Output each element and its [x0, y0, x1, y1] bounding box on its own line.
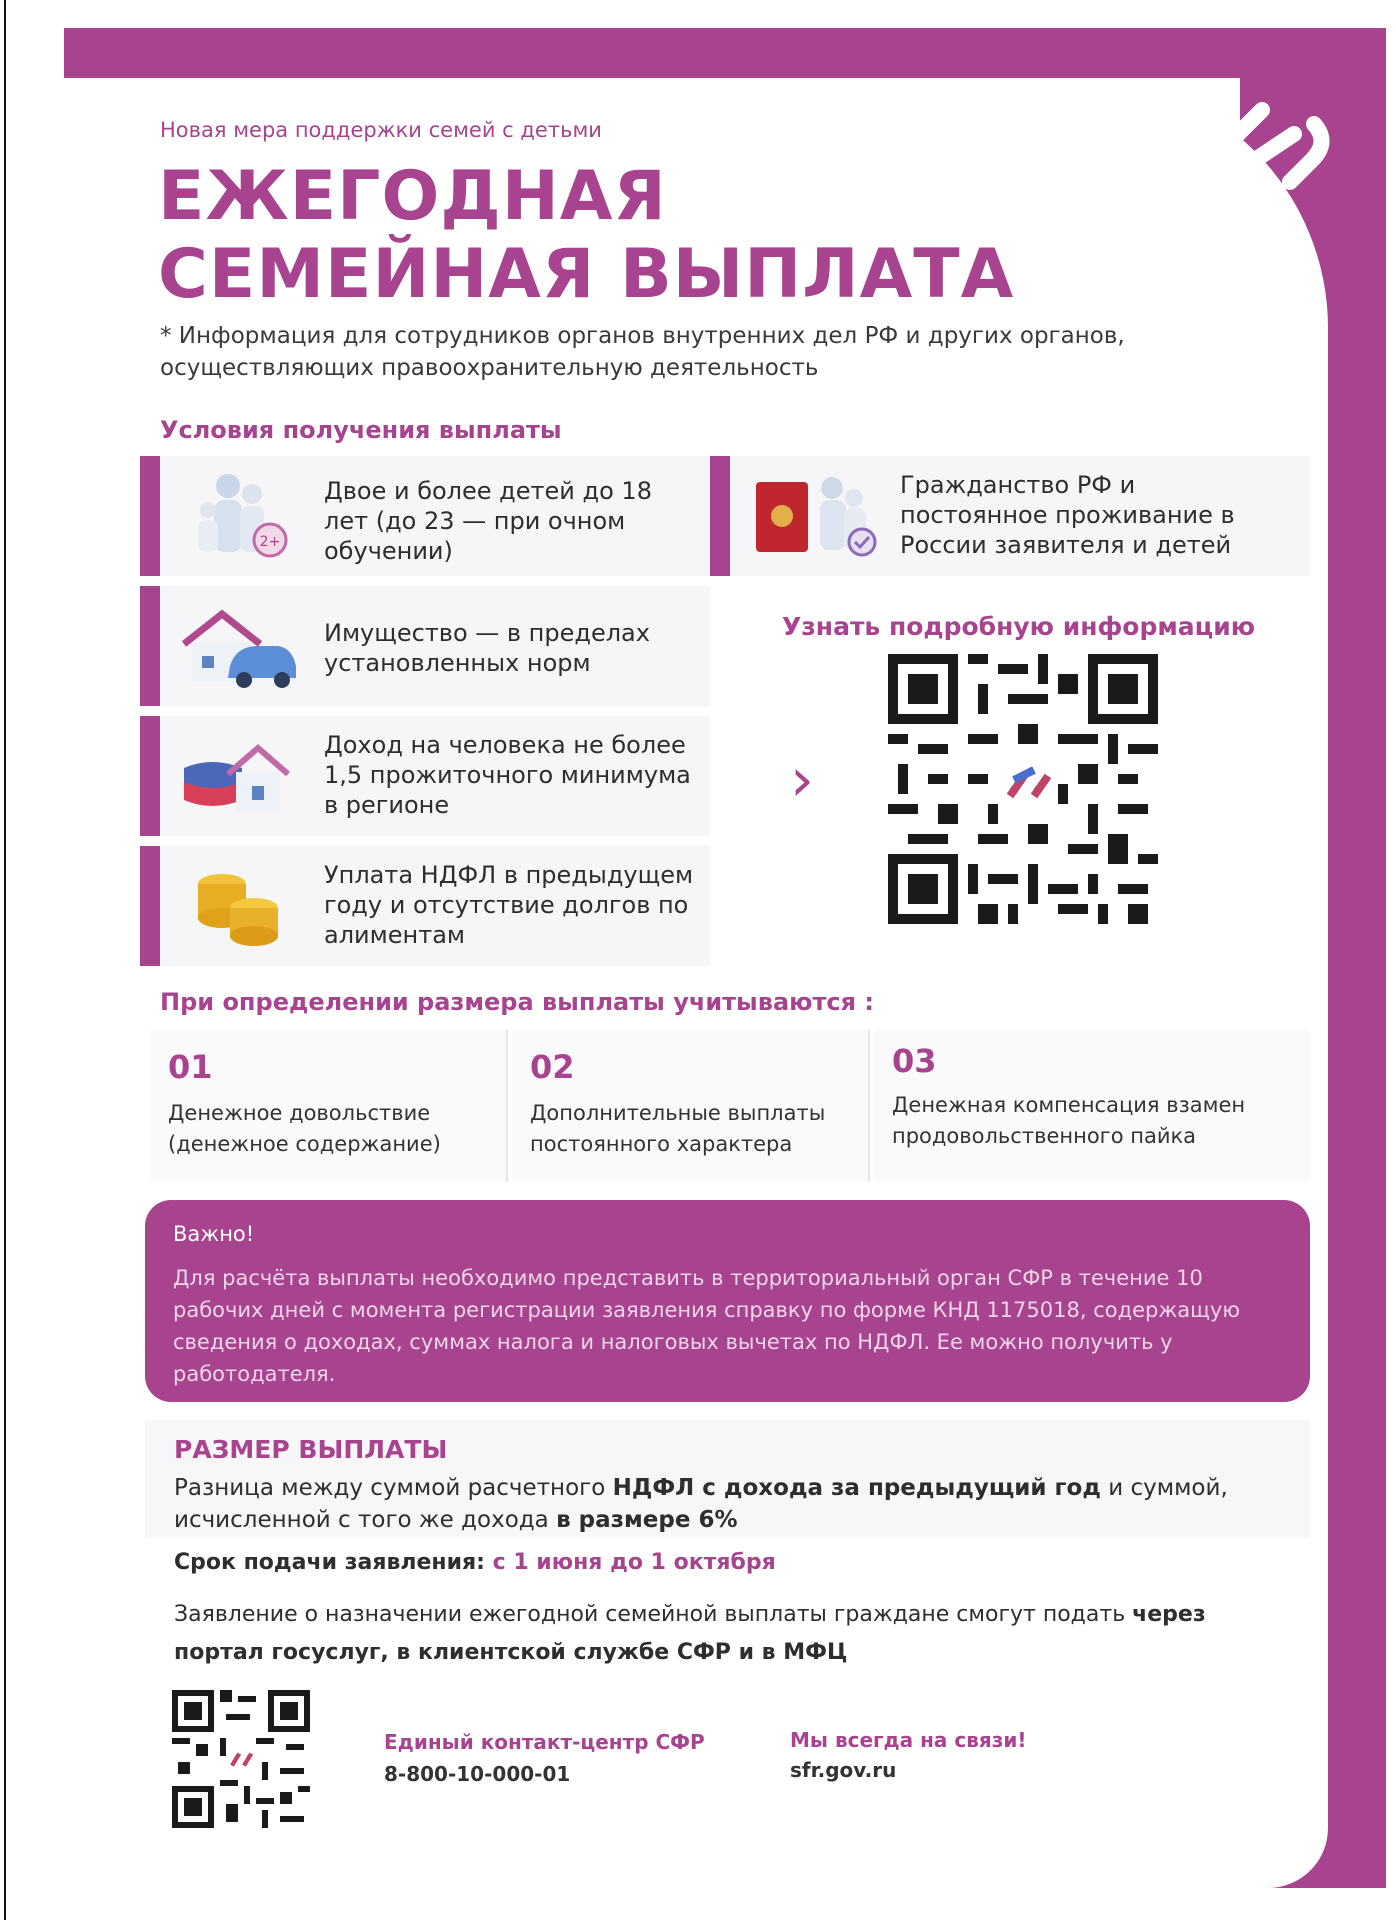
condition-text: Двое и более детей до 18 лет (до 23 — при очном обучении) [324, 477, 652, 565]
deadline-label: Срок подачи заявления: [174, 1550, 493, 1575]
important-notice [145, 1200, 1310, 1402]
passport-family-icon [752, 470, 882, 562]
chevron-right-icon: › [790, 745, 814, 815]
sfr-logo-icon [1218, 98, 1334, 194]
contact-center-label: Единый контакт-центр СФР [384, 1730, 705, 1754]
factor-text: Денежное довольствие (денежное содержание) [168, 1101, 441, 1156]
condition-text: Уплата НДФЛ в предыдущем году и отсутствие долгов по алиментам [324, 861, 694, 949]
title-line-2: СЕМЕЙНАЯ ВЫПЛАТА [158, 235, 1015, 314]
qr-info-title: Узнать подробную информацию [782, 612, 1256, 641]
income-house-icon [182, 738, 292, 818]
page-title [158, 158, 1014, 314]
conditions-heading: Условия получения выплаты [160, 416, 562, 444]
payment-size-bold: НДФЛ с дохода за предыдущий год [612, 1475, 1101, 1501]
deadline-line [174, 1550, 776, 1575]
factor-text: Дополнительные выплаты постоянного характера [530, 1101, 826, 1156]
condition-accent-bar [140, 586, 160, 706]
deadline-value: с 1 июня до 1 октября [492, 1550, 776, 1575]
house-car-icon [178, 606, 304, 690]
condition-card-taxes [140, 846, 710, 966]
application-info [174, 1596, 1274, 1672]
application-text: Заявление о назначении ежегодной семейной выплаты граждане смогут подать [174, 1602, 1133, 1627]
application-channels: через портал госуслуг, в клиентской службе СФР и в МФЦ [174, 1602, 1206, 1665]
factor-card-03 [874, 1030, 1310, 1182]
condition-text: Имущество — в пределах установленных норм [324, 619, 650, 677]
factor-number: 03 [892, 1042, 937, 1080]
payment-size-bold: в размере 6% [556, 1507, 738, 1533]
factor-card-01 [150, 1030, 508, 1182]
site-url-link[interactable]: sfr.gov.ru [790, 1758, 897, 1782]
important-heading: Важно! [173, 1222, 255, 1246]
family-icon [190, 470, 290, 562]
payment-size-text [174, 1472, 1284, 1536]
factor-card-02 [512, 1030, 870, 1182]
payment-size-heading: РАЗМЕР ВЫПЛАТЫ [174, 1435, 448, 1464]
coins-icon [188, 862, 288, 952]
site-label: Мы всегда на связи! [790, 1728, 1027, 1752]
svg-text:2+: 2+ [259, 534, 281, 550]
audience-note: * Информация для сотрудников органов внутренних дел РФ и других органов, осуществляющих правоохранительную деятельность [160, 323, 1125, 381]
title-line-1: ЕЖЕГОДНАЯ [158, 157, 667, 236]
condition-card-citizenship [710, 456, 1310, 576]
scan-edge-line [4, 0, 6, 1920]
condition-accent-bar [140, 456, 160, 576]
factor-number: 01 [168, 1048, 213, 1086]
condition-accent-bar [140, 716, 160, 836]
condition-accent-bar [140, 846, 160, 966]
condition-card-property [140, 586, 710, 706]
qr-code-large[interactable] [888, 654, 1158, 924]
condition-text: Доход на человека не более 1,5 прожиточного минимума в регионе [324, 731, 691, 819]
contact-center-phone[interactable]: 8-800-10-000-01 [384, 1762, 571, 1786]
condition-accent-bar [710, 456, 730, 576]
condition-text: Гражданство РФ и постоянное проживание в России заявителя и детей [900, 471, 1235, 559]
payment-size-part: Разница между суммой расчетного [174, 1475, 613, 1501]
factor-number: 02 [530, 1048, 575, 1086]
payment-size-part: и суммой, исчисленной с того же дохода [174, 1475, 1228, 1533]
top-brand-band [64, 28, 1386, 78]
factor-text: Денежная компенсация взамен продовольственного пайка [892, 1093, 1246, 1148]
factors-heading: При определении размера выплаты учитываются : [160, 988, 874, 1016]
page-subtitle: Новая мера поддержки семей с детьми [160, 118, 602, 142]
important-text: Для расчёта выплаты необходимо представить в территориальный орган СФР в течение 10 рабочих дней с момента регистрации заявления справку по форме КНД 1175018, содержащую сведения о доходах, суммах налога и налоговых вычетах по НДФЛ. Ее можно получить у работодателя. [173, 1266, 1241, 1386]
condition-card-children [140, 456, 710, 576]
condition-card-income [140, 716, 710, 836]
qr-code-small[interactable] [172, 1690, 310, 1828]
